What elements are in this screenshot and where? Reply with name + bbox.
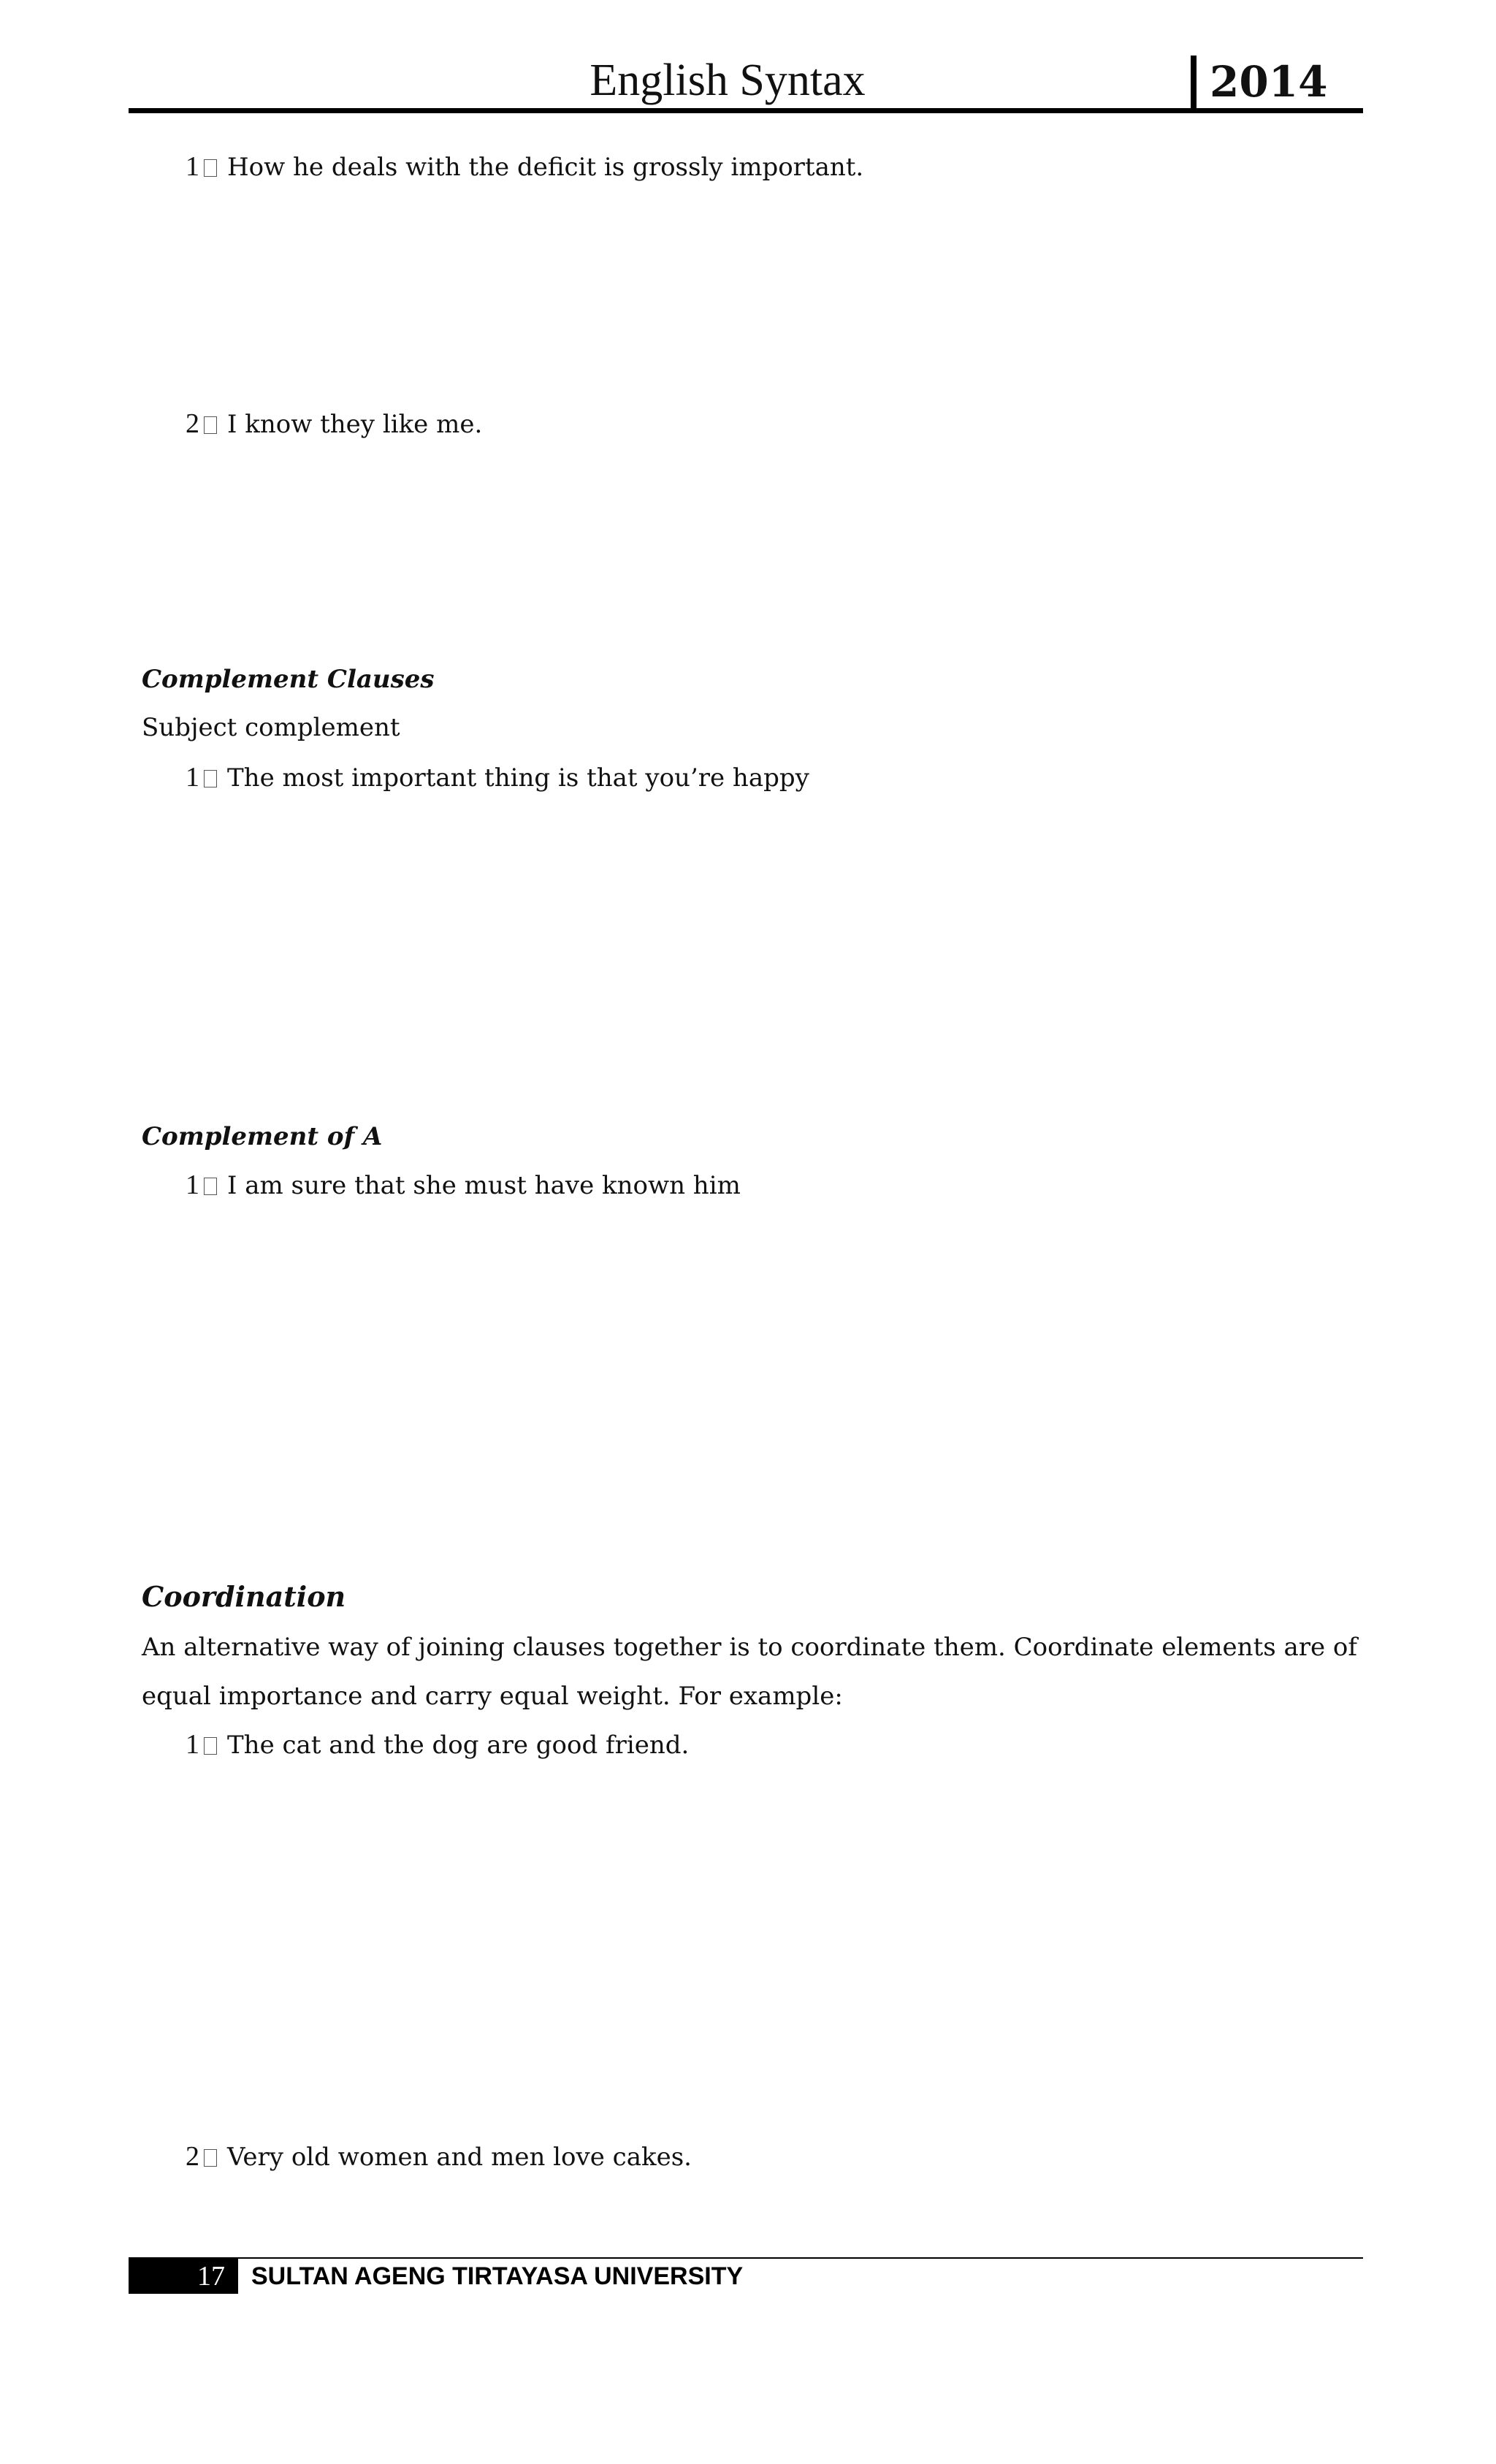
item-number: 1 bbox=[186, 1729, 199, 1760]
missing-glyph-box bbox=[204, 159, 217, 177]
item-number: 1 bbox=[186, 1170, 199, 1200]
header-divider bbox=[1191, 56, 1197, 111]
list-item bbox=[186, 408, 482, 440]
item-number: 2 bbox=[186, 408, 199, 439]
missing-glyph-box bbox=[204, 1737, 217, 1755]
running-header-year: 2014 bbox=[1210, 57, 1328, 107]
header-rule bbox=[129, 108, 1363, 113]
item-text: Very old women and men love cakes. bbox=[227, 2143, 692, 2172]
list-item bbox=[186, 1169, 741, 1202]
item-number: 1 bbox=[186, 151, 199, 182]
item-number: 1 bbox=[186, 762, 199, 793]
coordination-paragraph: An alternative way of joining clauses together is to coordinate them. Coordinate elements are of equal importance and carry equal weight. For example: bbox=[142, 1633, 1357, 1711]
missing-glyph-box bbox=[204, 770, 217, 787]
item-text: The most important thing is that you’re happy bbox=[227, 763, 809, 793]
missing-glyph-box bbox=[204, 416, 217, 434]
footer-university: SULTAN AGENG TIRTAYASA UNIVERSITY bbox=[251, 2262, 744, 2290]
section-heading-coordination: Coordination bbox=[142, 1580, 346, 1613]
list-item bbox=[186, 150, 863, 183]
item-number: 2 bbox=[186, 2141, 199, 2172]
section-heading-complement-clauses: Complement Clauses bbox=[142, 665, 435, 694]
running-header-title: English Syntax bbox=[589, 56, 866, 105]
section-heading-complement-of-a: Complement of A bbox=[142, 1122, 383, 1151]
list-item bbox=[186, 2140, 692, 2173]
item-text: How he deals with the deficit is grossly important. bbox=[227, 153, 864, 182]
subheading-subject-complement: Subject complement bbox=[142, 713, 400, 742]
item-text: I know they like me. bbox=[227, 410, 483, 439]
page-number: 17 bbox=[197, 2261, 225, 2292]
item-text: The cat and the dog are good friend. bbox=[227, 1731, 690, 1760]
missing-glyph-box bbox=[204, 1178, 217, 1195]
list-item bbox=[186, 1728, 689, 1761]
missing-glyph-box bbox=[204, 2149, 217, 2167]
list-item bbox=[186, 761, 809, 794]
item-text: I am sure that she must have known him bbox=[227, 1171, 741, 1200]
